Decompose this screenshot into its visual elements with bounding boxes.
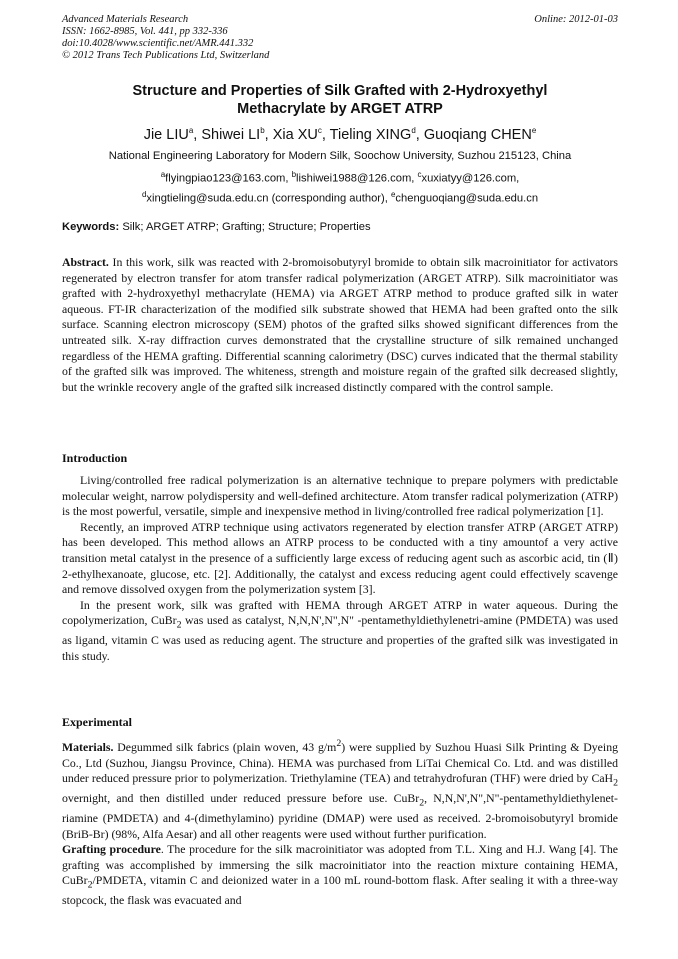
title-line-1: Structure and Properties of Silk Grafted with 2-Hydroxyethyl xyxy=(132,83,548,99)
paragraph: Materials. Degummed silk fabrics (plain woven, 43 $g/m^2$) were supplied by Suzhou Huasi Silk Printing & Dyeing Co., Ltd (Suzhou, Jiangsu Province, China). HEMA was purchased from LiTai Chemical Co. Ltd. and was distilled under reduced pressure prior to polymerization. Triethylamine (TEA) and tetrahydrofuran (THF) were dried by CaH$_2$ overnight, and then distilled under reduced pressure before use. CuBr$_2$, N,N,N',N",N"-pentamethyldiethylenet-riamine (PMDETA) and 4-(dimethylamino) pyridine (DMAP) were used as received. 2-bromoisobutyryl bromide (BriB-Br) (98%, Alfa Aesar) and all other reagents were used without further purification. xyxy=(62,738,618,841)
journal-name: Advanced Materials Research xyxy=(62,14,189,25)
paragraph: In the present work, silk was grafted with HEMA through ARGET ATRP in water aqueous. During the copolymerization, CuBr$_2$ was used as catalyst, N,N,N',N",N" -pentamethyldiethylenetri-amine (PMDETA) was used as ligand, vitamin C was used as reducing agent. The structure and properties of the grafted silk was investigated in this study. xyxy=(62,597,618,663)
journal-header xyxy=(62,14,618,62)
author-sup: e xyxy=(531,126,537,135)
email-a: flyingpiao123@163.com, xyxy=(165,172,289,185)
paragraph: Living/controlled free radical polymerization is an alternative technique to prepare polymers with predictable molecular weight, narrow polydispersity and well-defined architecture. Atom transfer radical polymerization (ATRP) is the most powerful, versatile, simple and inexpensive method in living/controlled free radical polymerization [1]. xyxy=(62,473,618,519)
author-sup: b xyxy=(260,126,265,135)
keywords-text: Silk; ARGET ATRP; Grafting; Structure; Properties xyxy=(122,221,371,233)
title-line-2: Methacrylate by ARGET ATRP xyxy=(237,101,443,117)
author: Jie LIU xyxy=(143,126,189,143)
introduction-heading: Introduction xyxy=(62,451,128,465)
author: Xia XU xyxy=(272,126,318,143)
author: Guoqiang CHEN xyxy=(423,126,532,143)
author: Tieling XING xyxy=(329,126,412,143)
abstract-text: In this work, silk was reacted with 2-bromoisobutyryl bromide to obtain silk macroinitiator for activators regenerated by electron transfer for atom transfer radical polymerization (ARGET ATRP). Silk macroinitiator was grafted with 2-hydroxyethyl methacrylate (HEMA) via ARGET ATRP method to produce grafted silk in water aqueous. FT-IR characterization of the modified silk substrate showed that HEMA had been grafted onto the silk surface. Scanning electron microscopy (SEM) photos of the grafted silks showed significant differences from the untreated silk. X-ray diffraction curves demonstrated that the crystalline structure of silk remained unchanged regardless of the HEMA grafting. Differential scanning calorimetry (DSC) curves indicated that the thermal stability of the grafted silk was improved. The whiteness, strength and moisture regain of the grafted silk decreased slightly, but the wrinkle recovery angle of the grafted silk increased distinctly compared with the control sample. xyxy=(62,255,618,394)
keywords xyxy=(62,220,618,234)
grafting-label: Grafting procedure xyxy=(62,842,161,857)
email-b: lishiwei1988@126.com, xyxy=(296,172,415,185)
copyright-line: © 2012 Trans Tech Publications Ltd, Switzerland xyxy=(62,50,270,61)
affiliation: National Engineering Laboratory for Modern Silk, Soochow University, Suzhou 215123, China xyxy=(108,150,572,162)
issn-line: ISSN: 1662-8985, Vol. 441, pp 332-336 xyxy=(62,26,228,37)
abstract-label: Abstract. xyxy=(62,255,109,269)
paragraph: Recently, an improved ATRP technique using activators regenerated by election transfer ATRP (ARGET ATRP) has been developed. This method allows an ATRP process to be conducted with a tiny amountof a very active transition metal catalyst in the presence of a sufficiently large excess of reducing agent such as ascorbic acid, tin (Ⅱ) 2-ethylhexanoate, glucose, etc. [2]. Additionally, the catalyst and excess reducing agent could effectively scavenge and remove dissolved oxygen from the polymerization system [3]. xyxy=(62,519,618,597)
paper-title xyxy=(62,82,618,118)
introduction-body xyxy=(62,473,618,664)
email-list: $^a$flyingpiao123@163.com, $^b$lishiwei1988@126.com, $^c$xuxiatyy@126.com, $^d$xingtieling@suda.edu.cn (corresponding author), $^e$chenguoqiang@suda.edu.cn xyxy=(141,170,539,205)
abstract xyxy=(62,255,618,395)
author-sup: d xyxy=(411,126,416,135)
materials-label: Materials. xyxy=(62,739,114,754)
author-list: Jie LIU$^a$, Shiwei $LI^b$, Xia $XU^c$, Tieling XING$^d$, Guoqiang CHEN$^e$ xyxy=(143,126,537,143)
keywords-label: Keywords: xyxy=(62,221,120,233)
experimental-body xyxy=(62,736,618,909)
email-c: xuxiatyy@126.com, xyxy=(421,172,520,185)
doi-line: doi:10.4028/www.scientific.net/AMR.441.332 xyxy=(62,38,254,49)
author: Shiwei LI xyxy=(201,126,261,143)
paragraph: Grafting procedure. The procedure for the silk macroinitiator was adopted from T.L. Xing and H.J. Wang [4]. The grafting was accomplished by immersing the silk macroinitiator into the reaction mixture containing HEMA, CuBr$_2$/PMDETA, vitamin C and deionized water in a 100 mL round-bottom flask. After sealing it with a three-way stopcock, the flask was evacuated and xyxy=(62,842,618,908)
email-e: chenguoqiang@suda.edu.cn xyxy=(395,192,539,205)
experimental-heading: Experimental xyxy=(62,715,132,729)
author-sup: c xyxy=(317,126,322,135)
email-d: xingtieling@suda.edu.cn (corresponding author), xyxy=(146,192,388,205)
author-sup: a xyxy=(188,126,194,135)
online-date: Online: 2012-01-03 xyxy=(534,14,618,25)
